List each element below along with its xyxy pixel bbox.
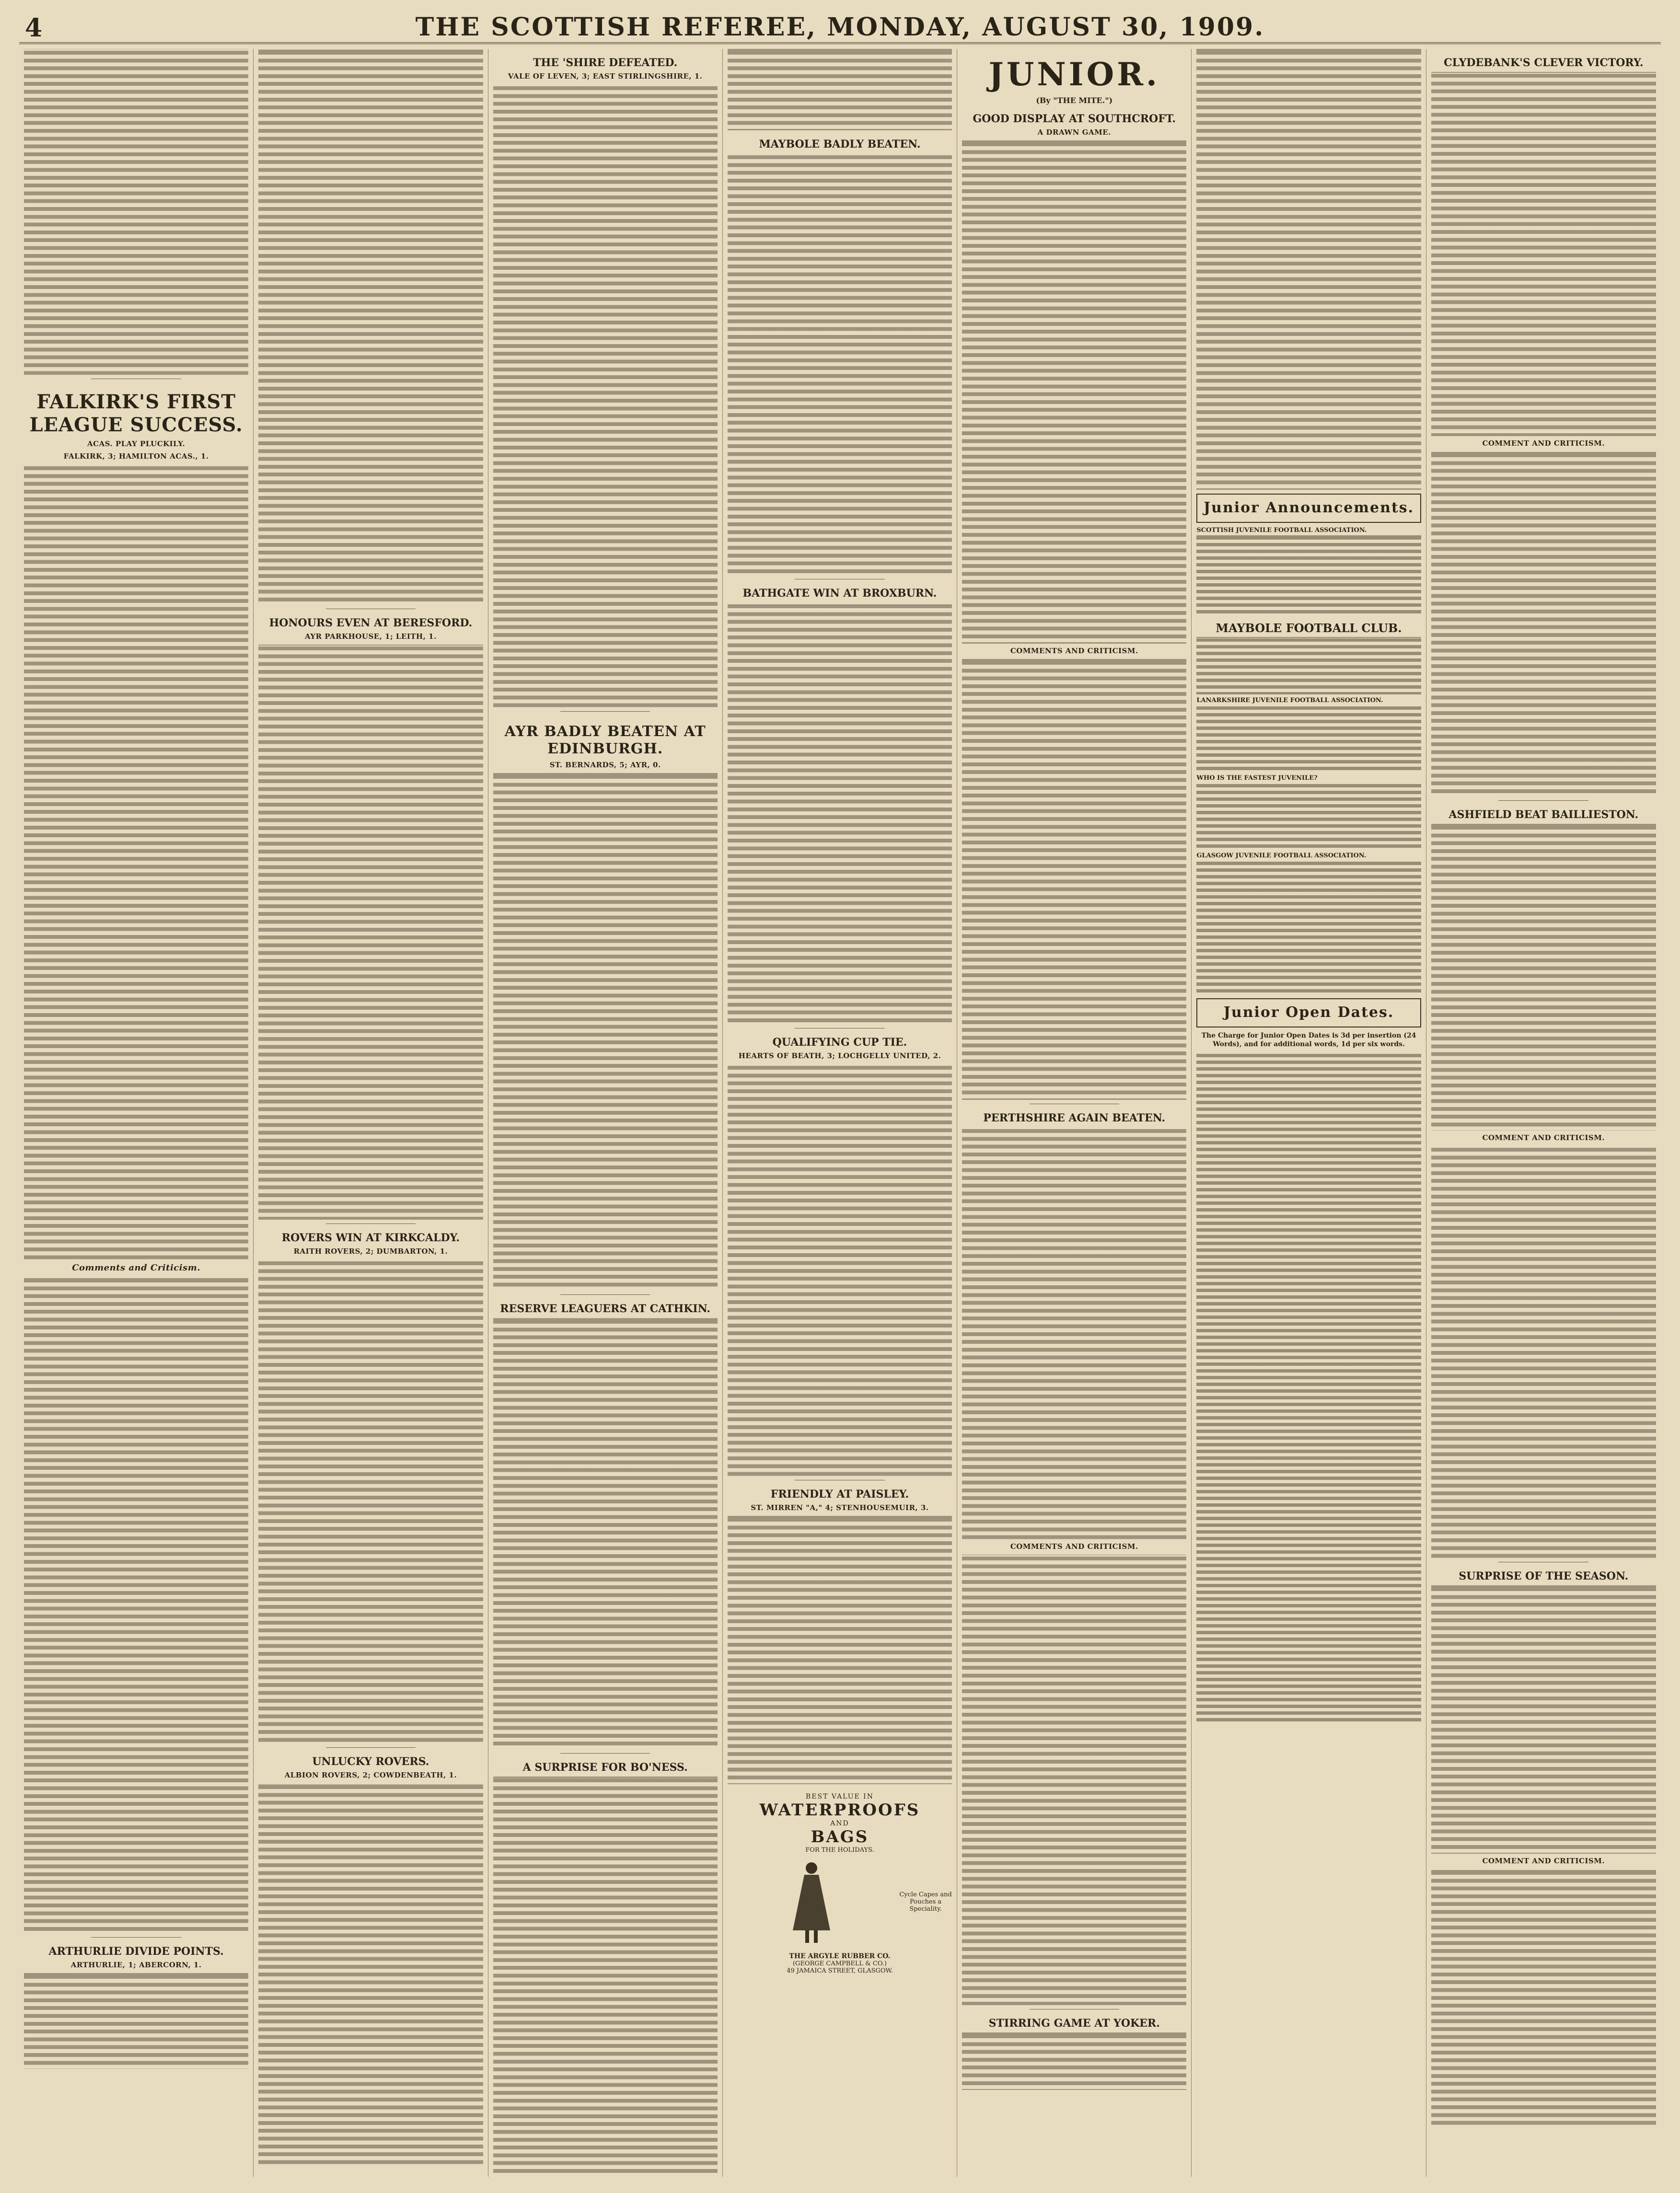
article-text [24,1973,248,2069]
article-headline: PERTHSHIRE AGAIN BEATEN. [983,1112,1166,1124]
article-text [1431,451,1656,796]
article-headline: THE 'SHIRE DEFEATED. [533,57,678,69]
match-score: ALBION ROVERS, 2; COWDENBEATH, 1. [284,1771,457,1779]
article-headline: ROVERS WIN AT KIRKCALDY. [281,1232,460,1244]
column-4 [723,49,957,2177]
section-subhead: COMMENT AND CRITICISM. [1482,1133,1605,1142]
open-dates-box [1196,998,1421,1027]
article-headline: MAYBOLE BADLY BEATEN. [759,138,921,150]
article-text [1431,1869,1656,2128]
article-headline: ASHFIELD BEAT BAILLIESTON. [1448,808,1639,821]
advert-line: AND [830,1820,849,1827]
club-heading: MAYBOLE FOOTBALL CLUB. [1216,621,1402,635]
column-3 [488,49,723,2177]
advert-headline: BAGS [811,1827,869,1847]
announcement-heading: LANARKSHIRE JUVENILE FOOTBALL ASSOCIATION. [1196,697,1383,704]
article-text [1431,824,1656,1131]
match-score: ST. MIRREN "A," 4; STENHOUSEMUIR, 3. [751,1503,929,1512]
article-text [493,1777,718,2177]
section-subhead: COMMENTS AND CRITICISM. [1010,646,1138,655]
article-headline: BATHGATE WIN AT BROXBURN. [742,587,937,600]
match-score: HEARTS OF BEATH, 3; LOCHGELLY UNITED, 2. [738,1051,941,1060]
article-headline: SURPRISE OF THE SEASON. [1459,1570,1629,1582]
article-text [728,1064,952,1476]
article-text [728,49,952,130]
advert-company: THE ARGYLE RUBBER CO. [789,1952,891,1960]
article-headline: A SURPRISE FOR BO'NESS. [522,1761,688,1774]
match-score: AYR PARKHOUSE, 1; LEITH, 1. [305,632,437,641]
article-headline: QUALIFYING CUP TIE. [772,1036,907,1049]
divider [1498,800,1588,801]
article-text [24,49,248,375]
divider [91,1937,181,1938]
paper-title: THE SCOTTISH REFEREE, MONDAY, AUGUST 30, 1909. [415,12,1265,42]
article-text [728,1516,952,1784]
article-text [1431,72,1656,436]
article-subhead: ACAS. PLAY PLUCKILY. [87,439,185,448]
article-text [1196,49,1421,490]
article-headline: ARTHURLIE DIVIDE POINTS. [48,1945,224,1958]
section-subhead: COMMENT AND CRITICISM. [1482,1857,1605,1865]
article-text [962,1127,1186,1539]
column-5 [957,49,1192,2177]
open-dates-list [1196,1052,1421,1723]
article-text [493,773,718,1291]
article-text [258,645,483,1220]
announcement-text [1196,705,1421,772]
byline: (By "THE MITE.") [1036,96,1113,105]
article-text [24,1277,248,1933]
column-2 [254,49,488,2177]
announcement-text [1196,535,1421,616]
match-score: ST. BERNARDS, 5; AYR, 0. [549,761,661,769]
match-score: RAITH ROVERS, 2; DUMBARTON, 1. [293,1247,448,1256]
divider [560,1294,650,1295]
page-number: 4 [25,13,43,43]
article-headline: FRIENDLY AT PAISLEY. [770,1488,909,1500]
announcement-heading: WHO IS THE FASTEST JUVENILE? [1196,774,1318,782]
column-1 [19,49,254,2177]
section-title: Junior Announcements. [1203,499,1414,516]
section-title: Junior Open Dates. [1223,1004,1394,1021]
article-headline: GOOD DISPLAY AT SOUTHCROFT. [973,113,1176,125]
announcement-text [1196,637,1421,694]
article-text [962,140,1186,644]
article-text [258,1783,483,2167]
divider [326,1747,416,1748]
announcement-text [1196,860,1421,994]
article-headline: FALKIRK'S FIRST LEAGUE SUCCESS. [29,391,243,436]
section-title: JUNIOR. [988,56,1160,93]
article-headline: HONOURS EVEN AT BERESFORD. [269,617,473,629]
announcement-heading: SCOTTISH JUVENILE FOOTBALL ASSOCIATION. [1196,527,1367,534]
divider [326,1223,416,1224]
open-dates-notice: The Charge for Junior Open Dates is 3d per insertion (24 Words), and for additional words, 1d per six words. [1201,1032,1416,1049]
article-text [728,153,952,575]
section-subhead: COMMENT AND CRITICISM. [1482,439,1605,448]
divider [560,1753,650,1754]
advert-line: FOR THE HOLIDAYS. [805,1847,874,1854]
advert-line: (GEORGE CAMPBELL & CO.) [792,1960,887,1967]
masthead [19,12,1661,44]
article-headline: CLYDEBANK'S CLEVER VICTORY. [1444,57,1644,69]
article-text [1431,1585,1656,1854]
waterproofs-advert [728,1793,952,1974]
article-text [493,1318,718,1749]
announcement-heading: GLASGOW JUVENILE FOOTBALL ASSOCIATION. [1196,852,1367,859]
advert-body [728,1854,952,1950]
article-text [1431,1146,1656,1558]
article-text [962,2032,1186,2090]
article-text [962,1555,1186,2005]
caped-figure-illustration [790,1858,833,1945]
article-headline: AYR BADLY BEATEN AT EDINBURGH. [504,723,706,757]
match-score: ARTHURLIE, 1; ABERCORN, 1. [70,1961,202,1969]
section-subhead: Comments and Criticism. [72,1263,201,1273]
article-text [962,659,1186,1100]
article-text [24,464,248,1260]
column-6 [1192,49,1426,2177]
article-text [493,84,718,707]
section-subhead: COMMENTS AND CRITICISM. [1010,1542,1138,1551]
announcements-box [1196,494,1421,523]
advert-line: BEST VALUE IN [806,1793,874,1801]
announcement-text [1196,783,1421,850]
match-score: FALKIRK, 3; HAMILTON ACAS., 1. [63,452,209,461]
article-headline: RESERVE LEAGUERS AT CATHKIN. [500,1303,711,1315]
advert-line: Cycle Capes and Pouches a Speciality. [899,1891,952,1913]
article-headline: UNLUCKY ROVERS. [312,1755,429,1768]
divider [560,711,650,712]
article-headline: STIRRING GAME AT YOKER. [988,2017,1160,2030]
columns [19,49,1661,2177]
column-7 [1426,49,1661,2177]
article-text [258,49,483,605]
article-text [258,1259,483,1743]
article-subhead: A DRAWN GAME. [1037,128,1111,137]
match-score: VALE OF LEVEN, 3; EAST STIRLINGSHIRE, 1. [508,72,703,81]
article-text [728,602,952,1024]
advert-headline: WATERPROOFS [759,1801,920,1820]
advert-address: 49 JAMAICA STREET, GLASGOW. [787,1967,893,1974]
